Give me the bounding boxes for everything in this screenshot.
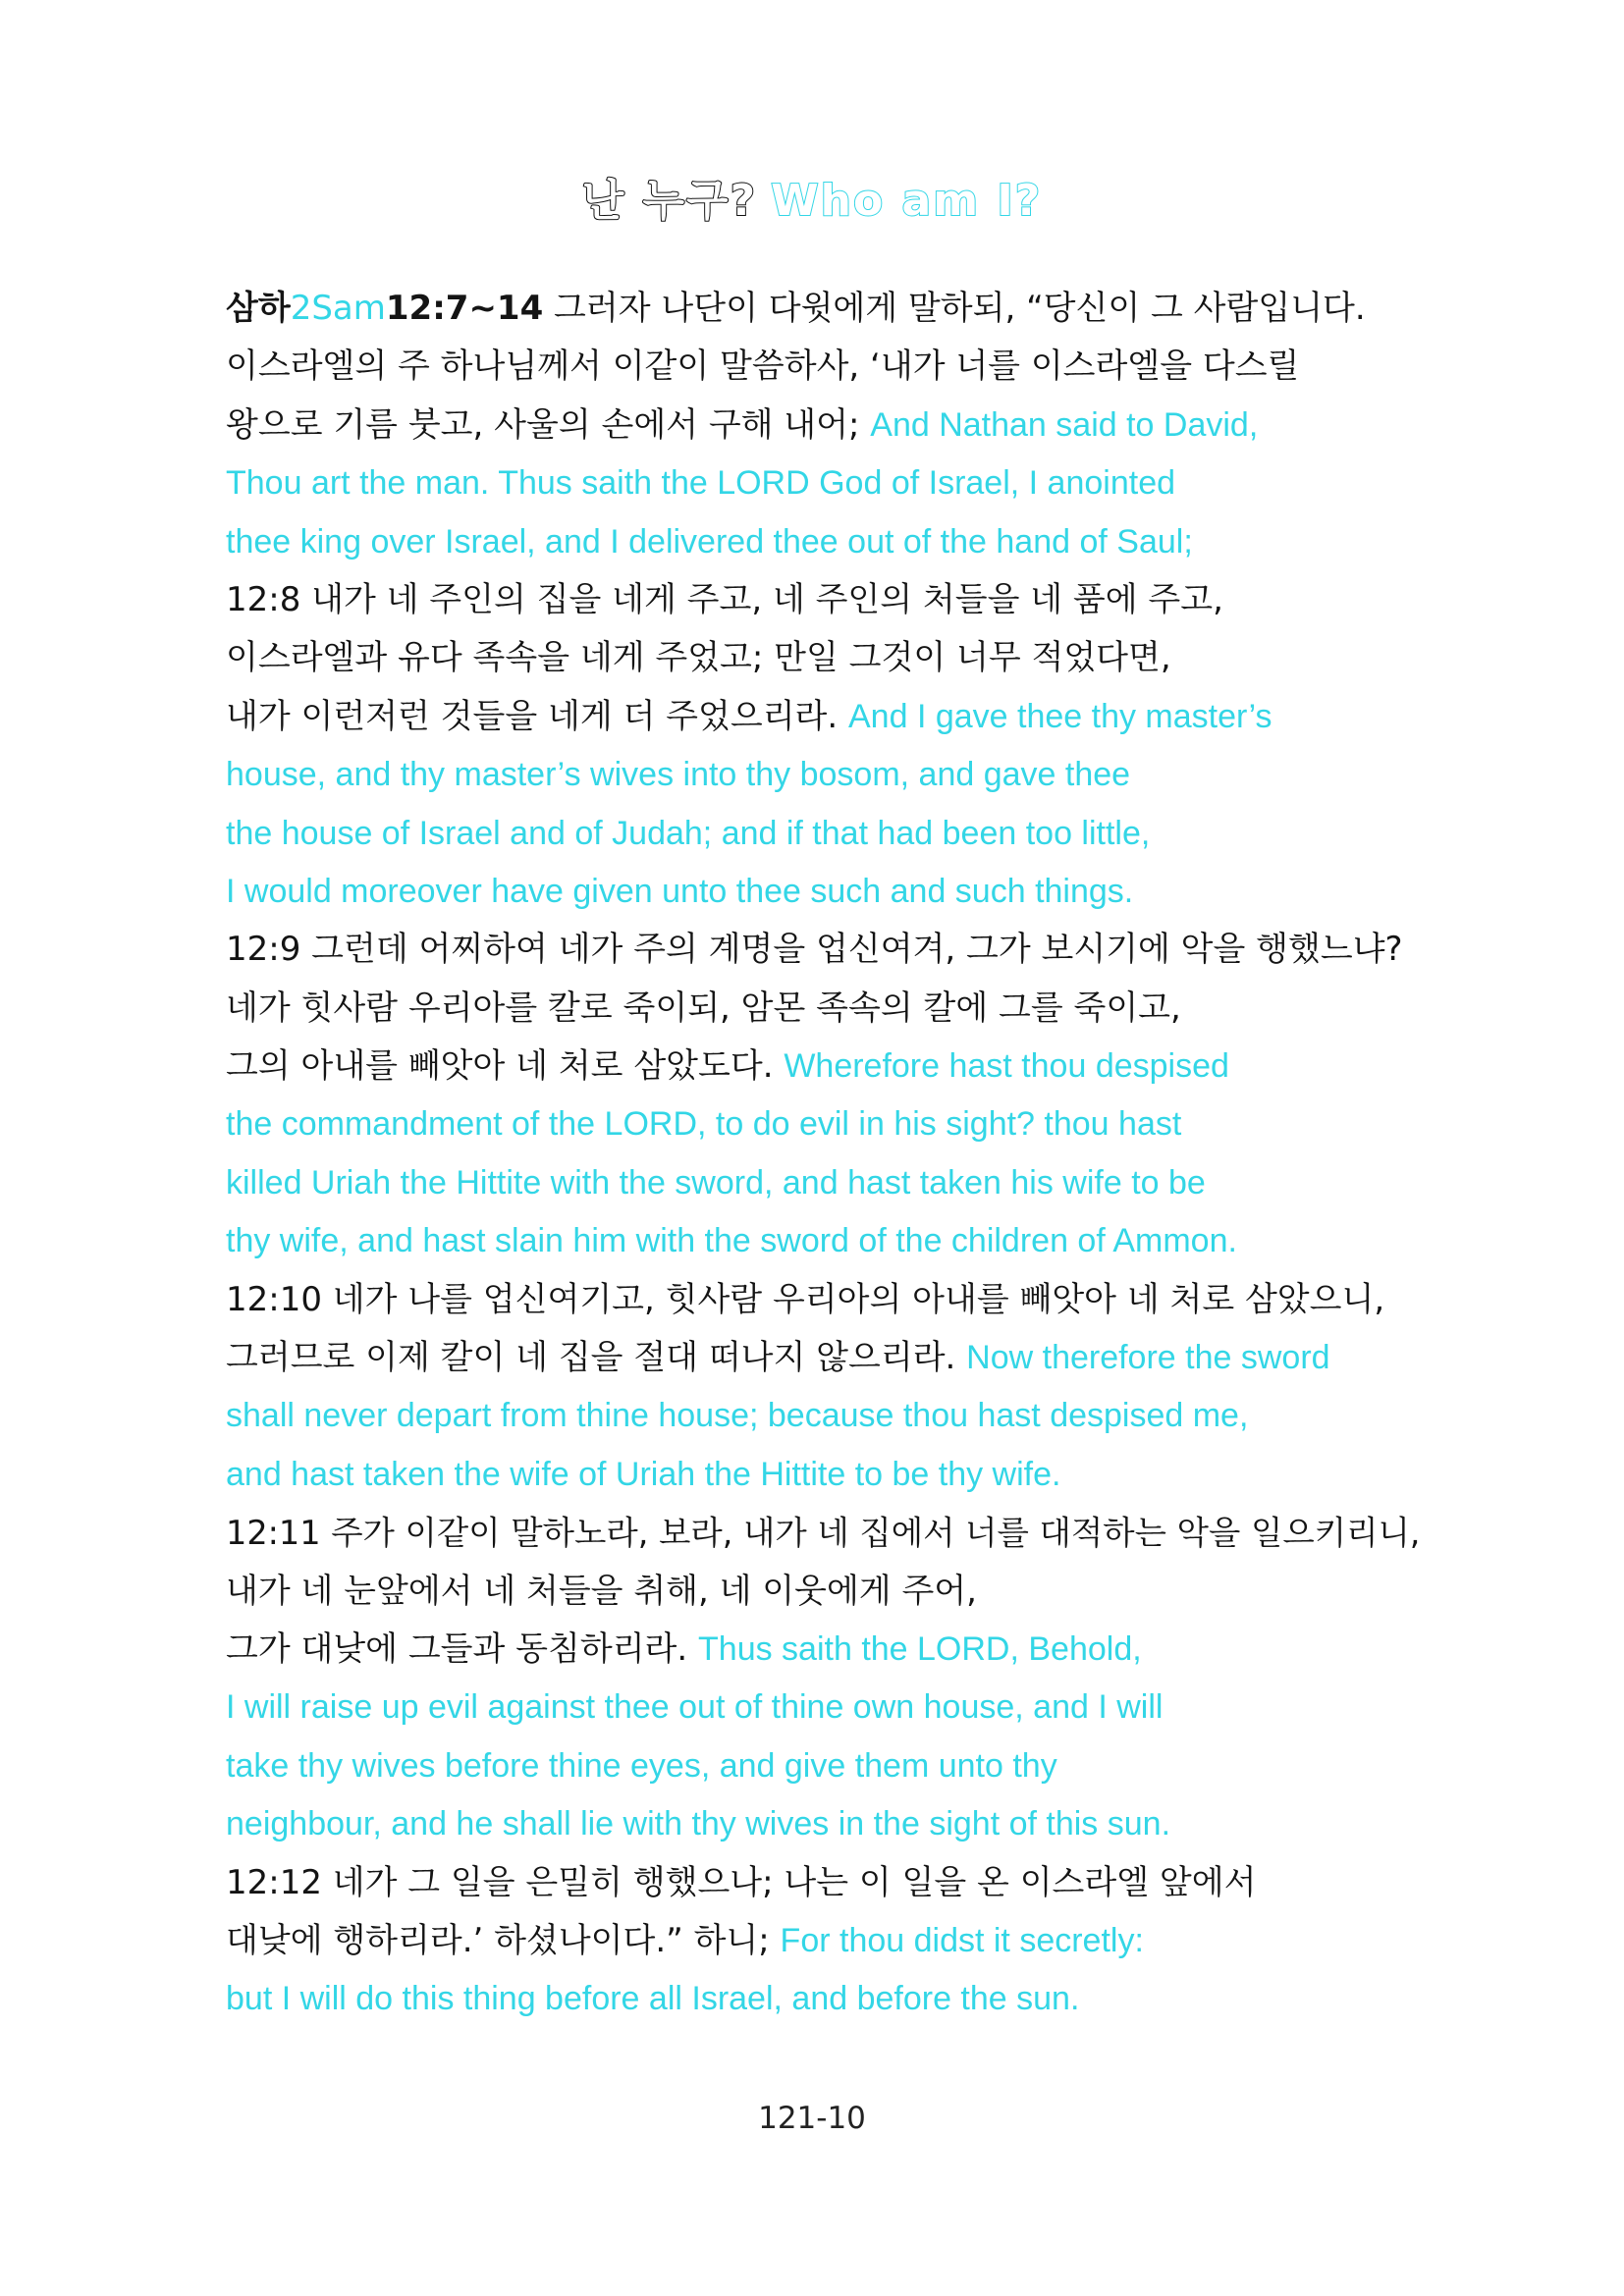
passage-line [226,921,1434,979]
verse-text-english: Wherefore hast thou despised [784,1047,1229,1086]
verse-text-english: For thou didst it secretly: [780,1921,1144,1959]
title-english: Who am I? [771,176,1043,226]
verse-text-korean: 12:9 그런데 어찌하여 네가 주의 계명을 업신여겨, 그가 보시기에 악을 행했느냐? [226,930,1403,970]
passage-line [226,629,1434,687]
verse-text-korean: 그의 아내를 빼앗아 네 처로 삼았도다. [226,1046,785,1087]
verse-text-english: but I will do this thing before all Israel, and before the sun. [226,1980,1080,2018]
passage-line [226,1095,1434,1153]
passage-line [226,1504,1434,1562]
verse-text-english: house, and thy master’s wives into thy bosom, and gave thee [226,756,1131,794]
title-korean: 난 누구? [581,176,758,226]
verse-text-english: And I gave thee thy master’s [848,697,1272,735]
passage-line [226,688,1434,746]
verse-text-korean: 그가 대낮에 그들과 동침하리라. [226,1629,699,1669]
passage-line [226,1737,1434,1795]
passage-line [226,1970,1434,2028]
passage-body [226,280,1434,2029]
verse-text-english: and hast taken the wife of Uriah the Hittite to be thy wife. [226,1455,1061,1493]
verse-text-korean: 내가 이런저런 것들을 네게 더 주었으리라. [226,696,848,736]
reference-book: 삼하 [226,289,291,328]
verse-text-korean: 대낮에 행하리라.’ 하셨나이다.” 하니; [226,1920,781,1960]
passage-line [226,1329,1434,1387]
verse-text-english: take thy wives before thine eyes, and give them unto thy [226,1746,1057,1785]
verse-text-english: I will raise up evil against thee out of thine own house, and I will [226,1688,1164,1727]
verse-text-korean: 12:11 주가 이같이 말하노라, 보라, 내가 네 집에서 너를 대적하는 악을 일으키리니, [226,1514,1421,1553]
verse-text-korean: 12:8 내가 네 주인의 집을 네게 주고, 네 주인의 처들을 네 품에 주고, [226,579,1223,619]
verse-text-korean: 이스라엘과 유다 족속을 네게 주었고; 만일 그것이 너무 적었다면, [226,638,1171,678]
verse-text-english: neighbour, and he shall lie with thy wives in the sight of this sun. [226,1805,1171,1843]
passage-line [226,454,1434,512]
passage-line [226,1854,1434,1912]
passage-line [226,1621,1434,1679]
verse-text-english: I would moreover have given unto thee such and such things. [226,872,1134,910]
verse-text-korean: 12:12 네가 그 일을 은밀히 행했으나; 나는 이 일을 온 이스라엘 앞에서 [226,1862,1257,1902]
passage-line [226,1446,1434,1504]
passage-line [226,1038,1434,1095]
passage-line [226,1563,1434,1621]
passage-line [226,1679,1434,1736]
verse-text-korean: 왕으로 기름 붓고, 사울의 손에서 구해 내어; [226,404,871,445]
passage-line [226,805,1434,863]
verse-text-korean: 12:10 네가 나를 업신여기고, 힛사람 우리아의 아내를 빼앗아 네 처로 삼았으니, [226,1279,1385,1319]
verse-text-english: shall never depart from thine house; because thou hast despised me, [226,1397,1249,1435]
verse-text-korean: 내가 네 눈앞에서 네 처들을 취해, 네 이웃에게 주어, [226,1571,977,1611]
verse-text-english: thy wife, and hast slain him with the sword of the children of Ammon. [226,1222,1237,1260]
reference-book-english: 2Sam [290,289,386,328]
passage-line-first [226,280,1434,338]
passage-line [226,1154,1434,1212]
passage-line [226,513,1434,571]
verse-text-english: Thou art the man. Thus saith the LORD God of Israel, I anointed [226,464,1176,503]
verse-text-english: Now therefore the sword [966,1339,1330,1377]
passage-line [226,1271,1434,1329]
passage-line [226,1795,1434,1853]
passage-line [226,338,1434,396]
passage-line [226,571,1434,629]
page-title [0,165,1624,228]
verse-text-korean: 그러므로 이제 칼이 네 집을 절대 떠나지 않으리라. [226,1338,967,1378]
verse-text-korean: 이스라엘의 주 하나님께서 이같이 말씀하사, ‘내가 너를 이스라엘을 다스릴 [226,347,1300,387]
passage-line [226,1387,1434,1445]
passage-line [226,746,1434,804]
passage-line [226,1212,1434,1270]
verse-text-english: thee king over Israel, and I delivered thee out of the hand of Saul; [226,522,1193,561]
verse-text-english: the house of Israel and of Judah; and if that had been too little, [226,814,1151,852]
passage-line [226,980,1434,1038]
passage-line [226,397,1434,454]
verse-text-english: And Nathan said to David, [870,405,1259,444]
passage-line [226,863,1434,921]
verse-text-korean: 그러자 나단이 다윗에게 말하되, “당신이 그 사람입니다. [543,289,1366,328]
verse-text-korean: 네가 힛사람 우리아를 칼로 죽이되, 암몬 족속의 칼에 그를 죽이고, [226,988,1181,1028]
verse-text-english: the commandment of the LORD, to do evil in his sight? thou hast [226,1105,1182,1144]
passage-line [226,1912,1434,1970]
page-number: 121-10 [758,2101,866,2136]
reference-range: 12:7~14 [385,289,544,328]
verse-text-english: killed Uriah the Hittite with the sword, and hast taken his wife to be [226,1163,1206,1201]
verse-text-english: Thus saith the LORD, Behold, [698,1629,1142,1668]
